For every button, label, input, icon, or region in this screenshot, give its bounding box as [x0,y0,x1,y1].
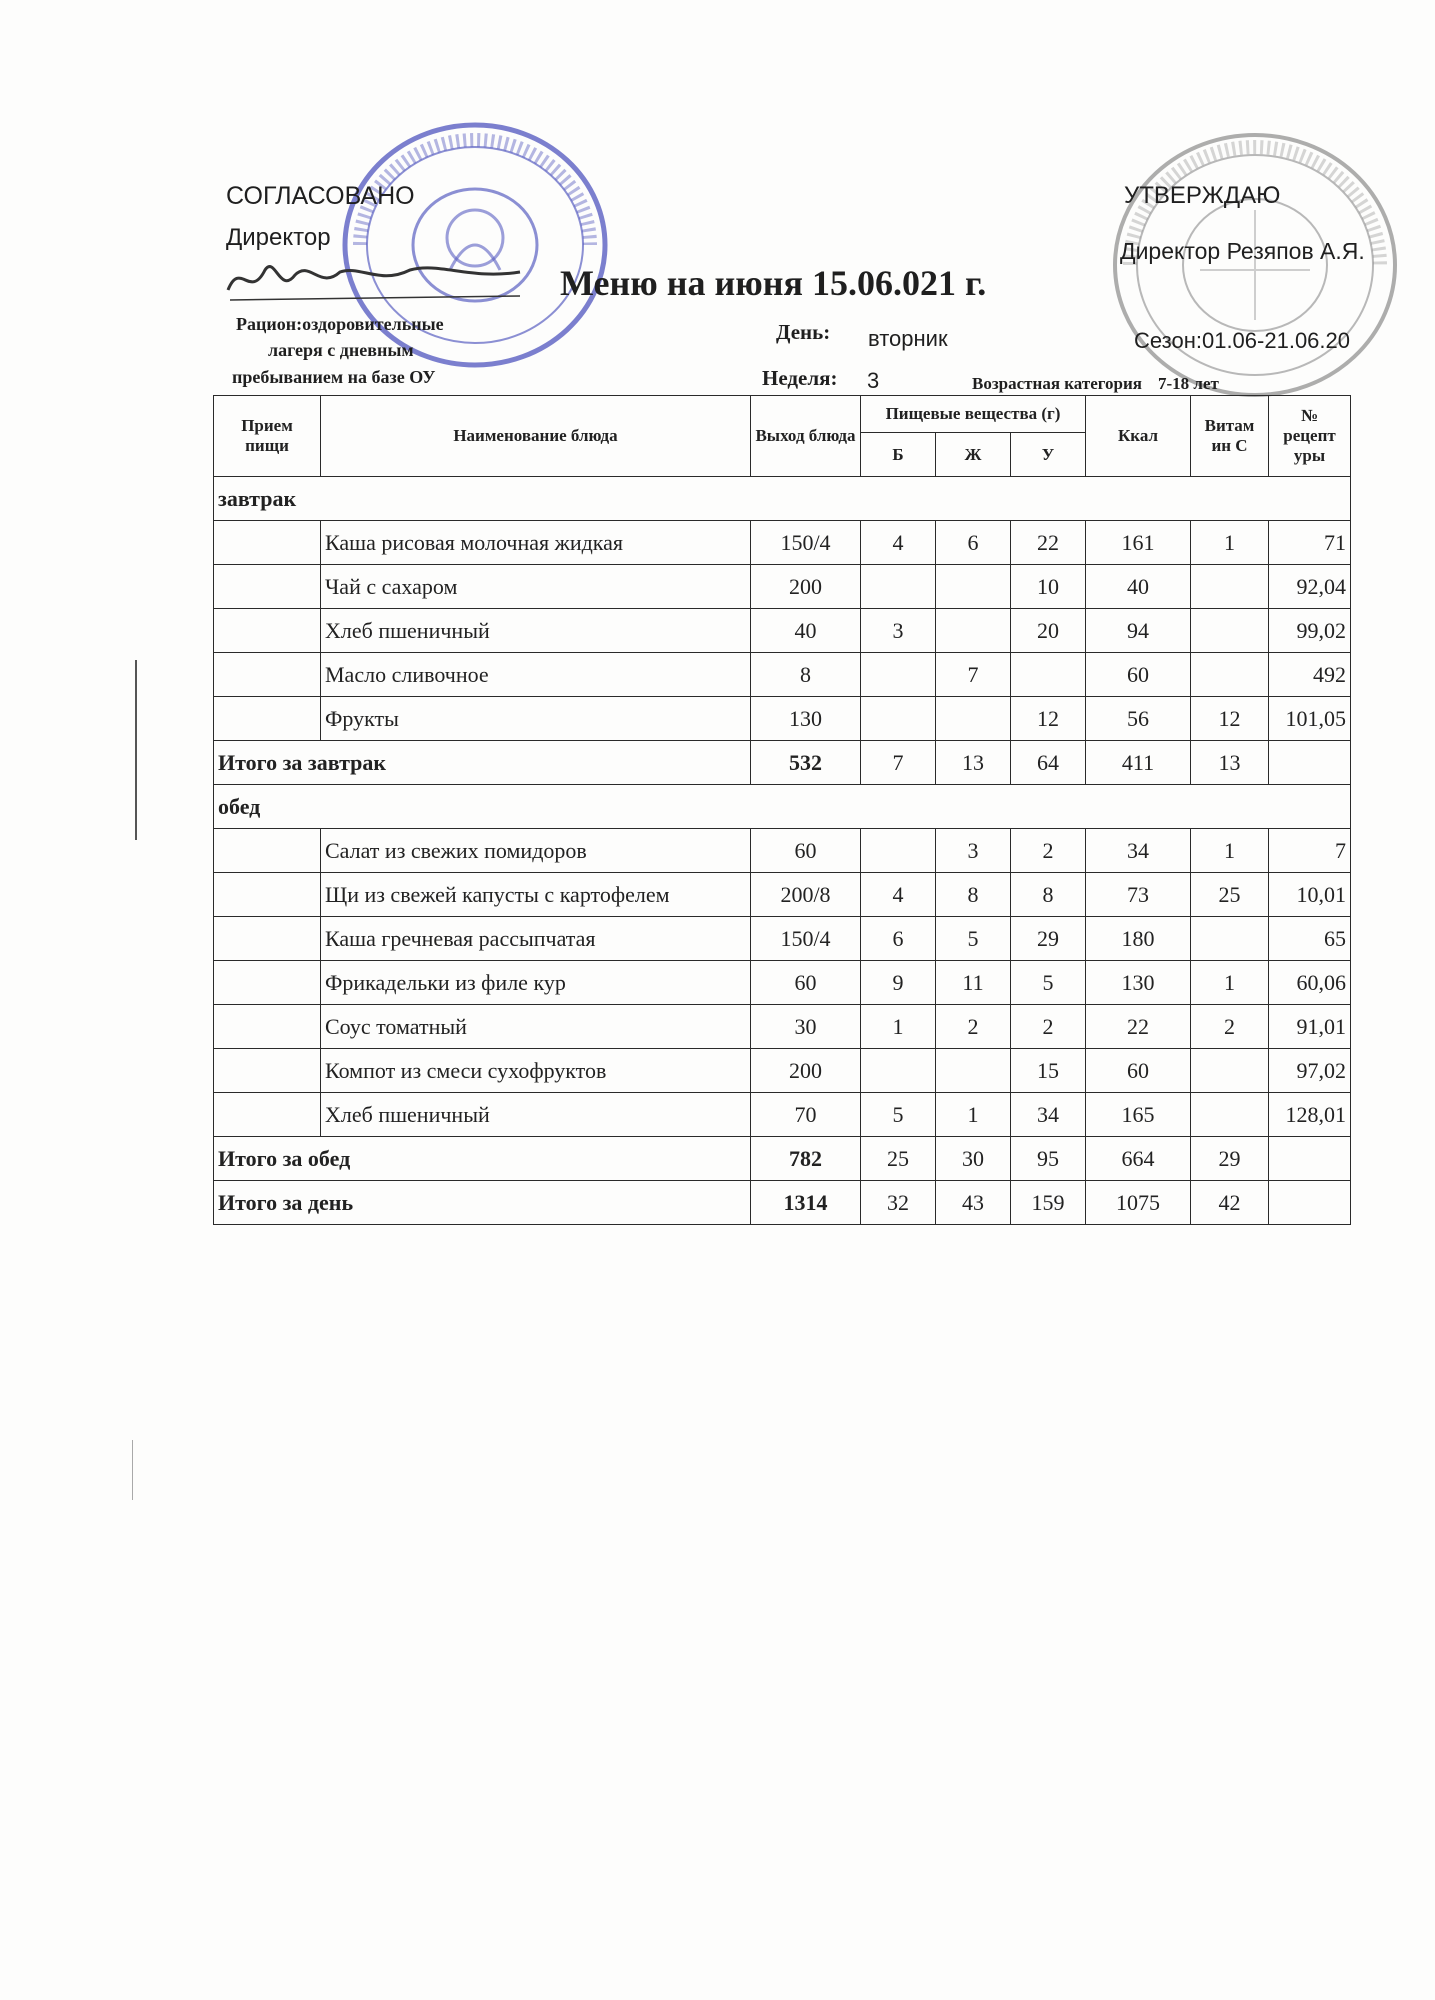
col-nutrients: Пищевые вещества (г) [861,396,1086,433]
section-label: обед [214,785,1351,829]
meal-cell [214,873,321,917]
meal-cell [214,609,321,653]
total-zh: 43 [936,1181,1011,1225]
day-value: вторник [868,326,948,351]
total-row [214,1137,1351,1181]
cell-recipe: 92,04 [1269,565,1351,609]
cell-b: 1 [861,1005,936,1049]
menu-table [213,395,1351,1225]
cell-portion: 30 [751,1005,861,1049]
total-u: 159 [1011,1181,1086,1225]
cell-recipe: 97,02 [1269,1049,1351,1093]
col-dish: Наименование блюда [321,396,751,477]
col-zh: Ж [936,433,1011,477]
cell-kcal: 94 [1086,609,1191,653]
cell-zh: 2 [936,1005,1011,1049]
cell-recipe: 128,01 [1269,1093,1351,1137]
approved-right-label: УТВЕРЖДАЮ [1124,182,1281,209]
cell-u: 22 [1011,521,1086,565]
total-portion: 532 [751,741,861,785]
cell-zh: 1 [936,1093,1011,1137]
cell-portion: 150/4 [751,917,861,961]
total-recipe [1269,741,1351,785]
table-row [214,961,1351,1005]
scan-artifact-line [135,660,137,840]
cell-portion: 130 [751,697,861,741]
cell-vitc: 12 [1191,697,1269,741]
ration-line-1: Рацион:оздоровительные [236,314,444,334]
cell-u: 10 [1011,565,1086,609]
dish-name: Каша рисовая молочная жидкая [321,521,751,565]
cell-u: 29 [1011,917,1086,961]
cell-vitc: 1 [1191,829,1269,873]
cell-recipe: 101,05 [1269,697,1351,741]
total-b: 32 [861,1181,936,1225]
col-b: Б [861,433,936,477]
total-portion: 1314 [751,1181,861,1225]
total-recipe [1269,1181,1351,1225]
day-label: День: [776,320,831,344]
cell-vitc: 1 [1191,521,1269,565]
cell-vitc: 25 [1191,873,1269,917]
table-row [214,609,1351,653]
cell-zh [936,565,1011,609]
cell-b: 4 [861,873,936,917]
total-u: 95 [1011,1137,1086,1181]
col-recipe: № рецепт уры [1269,396,1351,477]
total-zh: 30 [936,1137,1011,1181]
cell-b [861,829,936,873]
total-b: 25 [861,1137,936,1181]
dish-name: Соус томатный [321,1005,751,1049]
total-kcal: 411 [1086,741,1191,785]
total-kcal: 1075 [1086,1181,1191,1225]
cell-vitc: 2 [1191,1005,1269,1049]
cell-vitc: 1 [1191,961,1269,1005]
cell-kcal: 34 [1086,829,1191,873]
table-header-row [214,396,1351,433]
cell-vitc [1191,609,1269,653]
school-stamp-right [1110,130,1400,400]
cell-b: 3 [861,609,936,653]
age-value: 7-18 лет [1158,374,1219,393]
table-row [214,829,1351,873]
table-row [214,873,1351,917]
meal-cell [214,521,321,565]
dish-name: Фрукты [321,697,751,741]
cell-kcal: 56 [1086,697,1191,741]
table-row [214,697,1351,741]
cell-portion: 70 [751,1093,861,1137]
director-right-label: Директор Резяпов А.Я. [1120,238,1365,264]
table-row [214,653,1351,697]
cell-recipe: 65 [1269,917,1351,961]
cell-vitc [1191,653,1269,697]
section-label: завтрак [214,477,1351,521]
total-vitc: 42 [1191,1181,1269,1225]
director-left-label: Директор [226,224,331,251]
cell-zh: 11 [936,961,1011,1005]
cell-portion: 150/4 [751,521,861,565]
dish-name: Масло сливочное [321,653,751,697]
total-recipe [1269,1137,1351,1181]
approved-left-label: СОГЛАСОВАНО [226,182,415,210]
dish-name: Компот из смеси сухофруктов [321,1049,751,1093]
cell-recipe: 7 [1269,829,1351,873]
meal-cell [214,1005,321,1049]
cell-recipe: 99,02 [1269,609,1351,653]
total-kcal: 664 [1086,1137,1191,1181]
meal-cell [214,829,321,873]
scan-artifact-line [132,1440,133,1500]
cell-zh [936,697,1011,741]
total-vitc: 29 [1191,1137,1269,1181]
cell-recipe: 492 [1269,653,1351,697]
cell-b: 5 [861,1093,936,1137]
cell-kcal: 60 [1086,1049,1191,1093]
cell-u: 2 [1011,1005,1086,1049]
table-row [214,1049,1351,1093]
cell-b: 6 [861,917,936,961]
cell-recipe: 71 [1269,521,1351,565]
cell-u: 20 [1011,609,1086,653]
total-label: Итого за обед [214,1137,751,1181]
total-zh: 13 [936,741,1011,785]
age-label: Возрастная категория [972,374,1142,393]
table-row [214,917,1351,961]
cell-kcal: 40 [1086,565,1191,609]
cell-portion: 200/8 [751,873,861,917]
cell-recipe: 91,01 [1269,1005,1351,1049]
cell-u: 12 [1011,697,1086,741]
week-label: Неделя: [762,366,838,390]
cell-zh [936,609,1011,653]
cell-u: 5 [1011,961,1086,1005]
cell-kcal: 161 [1086,521,1191,565]
cell-vitc [1191,565,1269,609]
cell-portion: 200 [751,1049,861,1093]
cell-portion: 60 [751,961,861,1005]
dish-name: Фрикадельки из филе кур [321,961,751,1005]
cell-b [861,653,936,697]
dish-name: Хлеб пшеничный [321,609,751,653]
total-row [214,1181,1351,1225]
cell-portion: 40 [751,609,861,653]
meal-cell [214,1049,321,1093]
col-kcal: Ккал [1086,396,1191,477]
cell-kcal: 165 [1086,1093,1191,1137]
meal-cell [214,961,321,1005]
cell-recipe: 10,01 [1269,873,1351,917]
week-value: 3 [867,368,880,393]
cell-zh: 5 [936,917,1011,961]
cell-portion: 8 [751,653,861,697]
table-row [214,565,1351,609]
ration-line-2: лагеря с дневным [268,340,414,360]
table-row [214,521,1351,565]
table-body [214,477,1351,1225]
cell-zh [936,1049,1011,1093]
meal-cell [214,917,321,961]
cell-u: 8 [1011,873,1086,917]
ration-line-3: пребыванием на базе ОУ [232,367,436,387]
total-u: 64 [1011,741,1086,785]
cell-u: 34 [1011,1093,1086,1137]
total-label: Итого за завтрак [214,741,751,785]
total-vitc: 13 [1191,741,1269,785]
dish-name: Чай с сахаром [321,565,751,609]
total-b: 7 [861,741,936,785]
cell-portion: 200 [751,565,861,609]
page-title: Меню на июня 15.06.021 г. [560,263,987,303]
meal-cell [214,565,321,609]
table-row [214,1093,1351,1137]
cell-u: 15 [1011,1049,1086,1093]
dish-name: Салат из свежих помидоров [321,829,751,873]
cell-kcal: 130 [1086,961,1191,1005]
table-row [214,1005,1351,1049]
col-vitc: Витам ин С [1191,396,1269,477]
cell-b: 9 [861,961,936,1005]
meal-cell [214,1093,321,1137]
cell-kcal: 60 [1086,653,1191,697]
col-meal: Прием пищи [214,396,321,477]
cell-u: 2 [1011,829,1086,873]
cell-vitc [1191,1049,1269,1093]
cell-b [861,697,936,741]
cell-vitc [1191,917,1269,961]
total-portion: 782 [751,1137,861,1181]
meal-cell [214,697,321,741]
cell-b [861,565,936,609]
cell-vitc [1191,1093,1269,1137]
col-portion: Выход блюда [751,396,861,477]
season-label: Сезон:01.06-21.06.20 [1134,328,1350,353]
cell-b: 4 [861,521,936,565]
cell-kcal: 180 [1086,917,1191,961]
cell-b [861,1049,936,1093]
cell-zh: 3 [936,829,1011,873]
section-row [214,785,1351,829]
dish-name: Каша гречневая рассыпчатая [321,917,751,961]
cell-zh: 6 [936,521,1011,565]
cell-portion: 60 [751,829,861,873]
cell-u [1011,653,1086,697]
cell-zh: 8 [936,873,1011,917]
total-label: Итого за день [214,1181,751,1225]
cell-zh: 7 [936,653,1011,697]
dish-name: Щи из свежей капусты с картофелем [321,873,751,917]
cell-kcal: 22 [1086,1005,1191,1049]
section-row [214,477,1351,521]
dish-name: Хлеб пшеничный [321,1093,751,1137]
meal-cell [214,653,321,697]
col-u: У [1011,433,1086,477]
cell-recipe: 60,06 [1269,961,1351,1005]
cell-kcal: 73 [1086,873,1191,917]
signature-left [220,250,530,310]
total-row [214,741,1351,785]
